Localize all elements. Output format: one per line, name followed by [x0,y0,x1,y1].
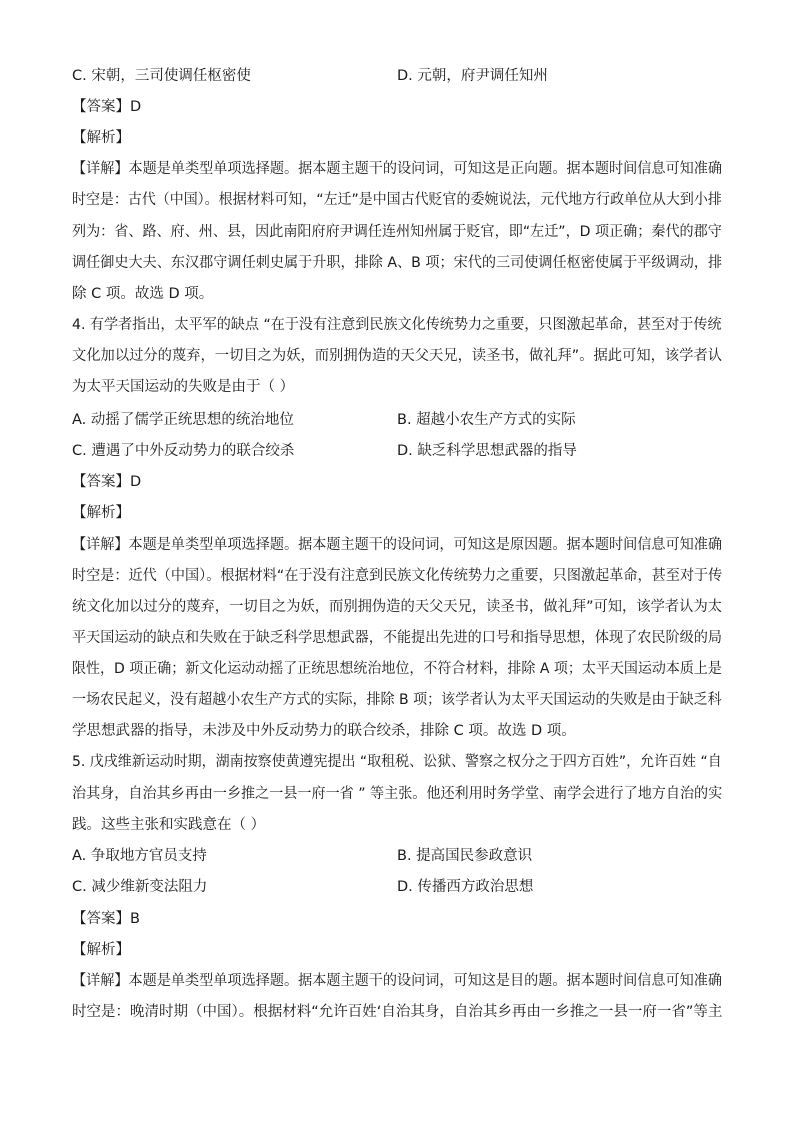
q3-option-c: C. 宋朝，三司使调任枢密使 [72,68,251,84]
q4-option-a: A. 动摇了儒学正统思想的统治地位 [72,412,294,428]
q5-stem-line: 践。这些主张和实践意在（ ） [72,817,266,833]
q3-detail-line: 列为：省、路、府、州、县，因此南阳府府尹调任连州知州属于贬官，即“左迁”，D 项正确；秦代的郡守 [72,224,722,240]
q4-option-c: C. 遭遇了中外反动势力的联合绞杀 [72,443,295,459]
q3-option-d: D. 元朝，府尹调任知州 [397,68,548,84]
q5-answer: 【答案】B [72,911,140,927]
q3-detail-line: 时空是：古代（中国）。根据材料可知，“左迁”是中国古代贬官的委婉说法，元代地方行政单位从大到小排 [72,192,722,208]
q4-detail-line: 学思想武器的指导，未涉及中外反动势力的联合绞杀，排除 C 项。故选 D 项。 [72,723,576,739]
q3-answer: 【答案】D [72,99,142,115]
q5-analysis-label: 【解析】 [72,942,130,958]
q4-stem-line: 文化加以过分的蔑弃，一切目之为妖，而别拥伪造的天父天兄，读圣书，做礼拜”。据此可知，该学者认 [72,348,723,364]
q5-detail-line: 【详解】本题是单类型单项选择题。据本题主题干的设问词，可知这是目的题。据本题时间信息可知准确 [72,973,722,989]
q3-analysis-label: 【解析】 [72,130,130,146]
q5-option-d: D. 传播西方政治思想 [397,879,534,895]
q5-stem-line: 5. 戊戌维新运动时期，湖南按察使黄遵宪提出 “取租税、讼狱、警察之权分之于四方百姓”，允许百姓 “自 [72,754,722,770]
q5-detail-line: 时空是：晚清时期（中国）。根据材料“允许百姓‘自治其身，自治其乡再由一乡推之一县一府一省”等主 [72,1004,723,1020]
q4-stem-line: 为太平天国运动的失败是由于（ ） [72,379,295,395]
q4-stem-line: 4. 有学者指出，太平军的缺点 “在于没有注意到民族文化传统势力之重要，只图激起革命，甚至对于传统 [72,317,722,333]
q5-stem-line: 治其身，自治其乡再由一乡推之一县一府一省 ” 等主张。他还利用时务学堂、南学会进行了地方自治的实 [72,786,723,802]
q5-option-b: B. 提高国民参政意识 [397,848,533,864]
q4-option-d: D. 缺乏科学思想武器的指导 [397,443,577,459]
q5-option-a: A. 争取地方官员支持 [72,848,207,864]
q3-detail-line: 除 C 项。故选 D 项。 [72,286,214,302]
q4-detail-line: 【详解】本题是单类型单项选择题。据本题主题干的设问词，可知这是原因题。据本题时间信息可知准确 [72,537,722,553]
q4-detail-line: 限性，D 项正确；新文化运动动摇了正统思想统治地位，不符合材料，排除 A 项；太平天国运动本质上是 [72,661,722,677]
q4-detail-line: 时空是：近代（中国）。根据材料“在于没有注意到民族文化传统势力之重要，只图激起革命，甚至对于传 [72,568,723,584]
q4-detail-line: 统文化加以过分的蔑弃，一切目之为妖，而别拥伪造的天父天兄，读圣书，做礼拜”可知，该学者认为太 [72,599,723,615]
q4-analysis-label: 【解析】 [72,505,130,521]
q4-option-b: B. 超越小农生产方式的实际 [397,412,576,428]
q4-detail-line: 一场农民起义，没有超越小农生产方式的实际，排除 B 项；该学者认为太平天国运动的失败是由于缺乏科 [72,692,722,708]
q3-detail-line: 【详解】本题是单类型单项选择题。据本题主题干的设问词，可知这是正向题。据本题时间信息可知准确 [72,161,722,177]
q5-option-c: C. 减少维新变法阻力 [72,879,208,895]
q3-detail-line: 调任御史大夫、东汉郡守调任刺史属于升职，排除 A、B 项；宋代的三司使调任枢密使属于平级调动，排 [72,255,723,271]
q4-detail-line: 平天国运动的缺点和失败在于缺乏科学思想武器，不能提出先进的口号和指导思想，体现了农民阶级的局 [72,630,722,646]
q4-answer: 【答案】D [72,474,142,490]
